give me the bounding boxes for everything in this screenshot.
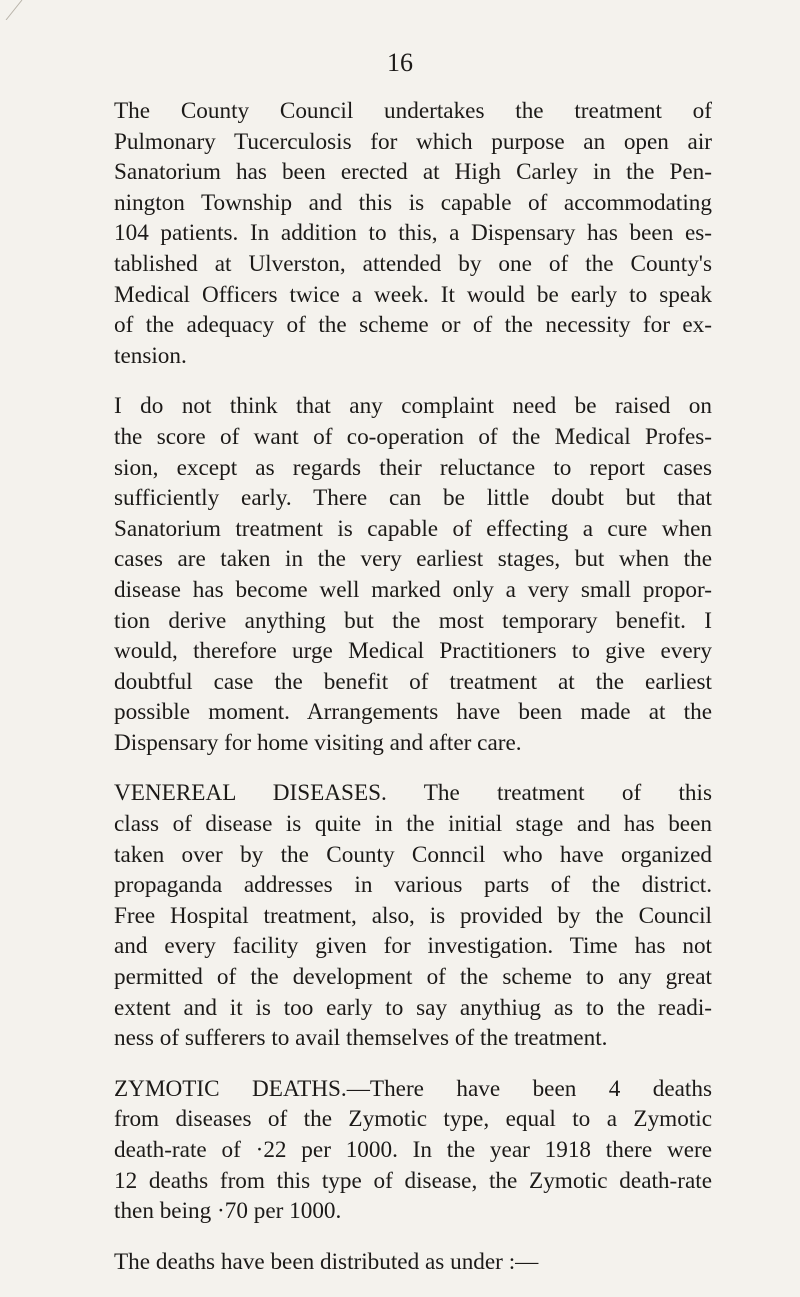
text-line: then being ·70 per 1000. (114, 1198, 342, 1225)
text-line: cases are taken in the very earliest stages, but when the (114, 546, 712, 573)
text-line: would, therefore urge Medical Practitioners to give every (114, 638, 712, 665)
text-line: doubtful case the benefit of treatment at the earliest (114, 668, 712, 695)
text-line: 104 patients. In addition to this, a Dispensary has been es- (114, 220, 712, 247)
paragraph-venereal-diseases (114, 778, 712, 1053)
text-line: Sanatorium treatment is capable of effecting a cure when (114, 515, 712, 542)
paragraph-co-operation (114, 391, 712, 758)
text-line: Pulmonary Tucerculosis for which purpose an open air (114, 128, 712, 155)
scan-corner-mark (0, 0, 40, 20)
text-line: Sanatorium has been erected at High Carley in the Pen- (114, 159, 712, 186)
text-line: sufficiently early. There can be little doubt but that (114, 485, 712, 512)
text-line: Dispensary for home visiting and after care. (114, 729, 522, 756)
text-line: death-rate of ·22 per 1000. In the year 1918 there were (114, 1137, 712, 1163)
text-line: tion derive anything but the most temporary benefit. I (114, 607, 712, 634)
text-line: permitted of the development of the scheme to any great (114, 964, 712, 991)
text-line: the score of want of co-operation of the Medical Profes- (114, 423, 712, 450)
text-line: possible moment. Arrangements have been made at the (114, 699, 712, 726)
text-line: extent and it is too early to say anythiug as to the readi- (114, 994, 712, 1021)
text-line: The deaths have been distributed as under :— (114, 1248, 539, 1275)
text-line: 12 deaths from this type of disease, the Zymotic death-rate (114, 1167, 712, 1194)
text-line: disease has become well marked only a very small propor- (114, 576, 712, 603)
text-line: sion, except as regards their reluctance to report cases (114, 454, 712, 481)
text-line: tablished at Ulverston, attended by one of the County's (114, 250, 712, 277)
page-number: 16 (387, 48, 413, 77)
text-line: ness of sufferers to avail themselves of the treatment. (114, 1025, 608, 1052)
text-line: propaganda addresses in various parts of the district. (114, 872, 712, 899)
document-body (114, 96, 712, 1297)
text-line: VENEREAL DISEASES. The treatment of this (114, 780, 712, 807)
text-line: tension. (114, 342, 187, 369)
paragraph-zymotic-deaths (114, 1074, 712, 1227)
text-line: from diseases of the Zymotic type, equal to a Zymotic (114, 1106, 712, 1133)
paragraph-distribution-intro (114, 1247, 712, 1278)
text-line: ZYMOTIC DEATHS.—There have been 4 deaths (114, 1075, 712, 1102)
text-line: taken over by the County Conncil who have organized (114, 841, 712, 868)
text-line: nington Township and this is capable of accommodating (114, 189, 712, 216)
text-line: The County Council undertakes the treatment of (114, 98, 712, 124)
text-line: Medical Officers twice a week. It would be early to speak (114, 281, 712, 308)
text-line: class of disease is quite in the initial stage and has been (114, 811, 712, 838)
text-line: I do not think that any complaint need be raised on (114, 393, 712, 420)
paragraph-tuberculosis (114, 96, 712, 371)
text-line: Free Hospital treatment, also, is provided by the Council (114, 902, 712, 929)
text-line: of the adequacy of the scheme or of the necessity for ex- (114, 312, 712, 339)
text-line: and every facility given for investigation. Time has not (114, 933, 712, 960)
